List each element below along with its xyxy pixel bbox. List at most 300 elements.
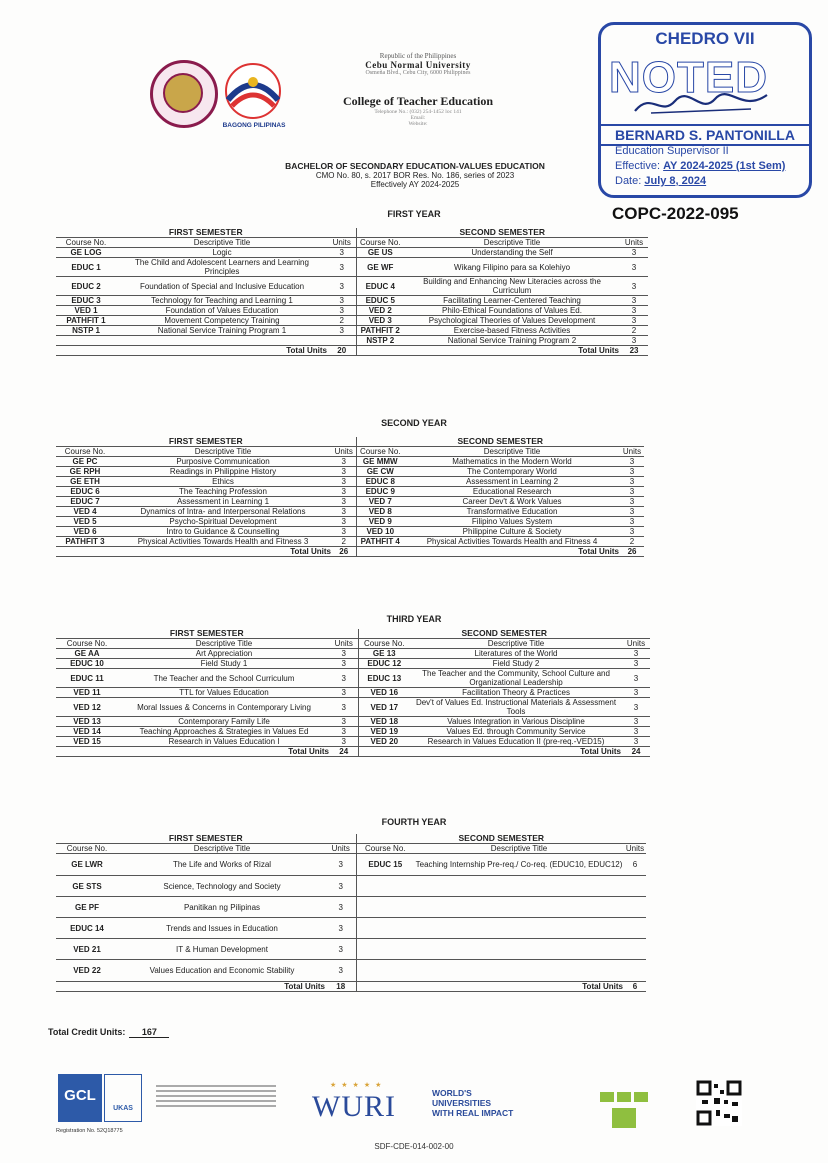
table-row bbox=[56, 918, 646, 939]
total-units-second: 23 bbox=[620, 346, 648, 356]
course-code: NSTP 2 bbox=[356, 336, 404, 346]
stamp-effective: Effective: AY 2024-2025 (1st Sem) bbox=[615, 160, 786, 172]
course-code: VED 7 bbox=[356, 497, 404, 507]
university-header bbox=[318, 52, 518, 127]
course-title: Art Appreciation bbox=[118, 649, 330, 659]
course-code: VED 9 bbox=[356, 517, 404, 527]
course-title: Literatures of the World bbox=[410, 649, 622, 659]
course-title: Teaching Internship Pre-req./ Co-req. (EDUC10, EDUC12) bbox=[414, 854, 624, 876]
table-row bbox=[56, 457, 644, 467]
course-units: 3 bbox=[620, 527, 644, 537]
course-units: 3 bbox=[330, 669, 358, 688]
course-title: Career Dev't & Work Values bbox=[404, 497, 620, 507]
table-row bbox=[56, 316, 648, 326]
total-units-first: 26 bbox=[332, 547, 356, 557]
column-header-course-no: Course No. bbox=[356, 447, 404, 457]
course-code: GE CW bbox=[356, 467, 404, 477]
course-code: EDUC 7 bbox=[56, 497, 114, 507]
course-code: GE STS bbox=[56, 876, 118, 897]
university-name: Cebu Normal University bbox=[365, 60, 471, 70]
course-code: GE US bbox=[356, 248, 404, 258]
course-title: The Life and Works of Rizal bbox=[118, 854, 326, 876]
course-units: 3 bbox=[620, 258, 648, 277]
course-title: National Service Training Program 2 bbox=[404, 336, 620, 346]
course-units: 6 bbox=[624, 854, 646, 876]
course-title: Ethics bbox=[114, 477, 332, 487]
table-row bbox=[56, 669, 650, 688]
total-units-first: 20 bbox=[328, 346, 356, 356]
course-units: 3 bbox=[332, 457, 356, 467]
course-code bbox=[356, 876, 414, 897]
course-title bbox=[116, 336, 328, 346]
address-line: Osmeña Blvd., Cebu City, 6000 Philippines bbox=[365, 70, 471, 76]
course-units: 3 bbox=[332, 517, 356, 527]
column-header-units: Units bbox=[326, 844, 356, 854]
wuri-logo: WURI bbox=[312, 1090, 396, 1123]
course-title: Transformative Education bbox=[404, 507, 620, 517]
table-row bbox=[56, 897, 646, 918]
year-title: THIRD YEAR bbox=[386, 614, 442, 624]
course-code: EDUC 8 bbox=[356, 477, 404, 487]
curriculum-table bbox=[56, 629, 650, 757]
column-header-course-no: Course No. bbox=[356, 238, 404, 248]
semester-header-row bbox=[56, 629, 650, 639]
total-units-second: 26 bbox=[620, 547, 644, 557]
total-units-label: Total Units bbox=[118, 747, 330, 757]
course-units: 3 bbox=[622, 659, 650, 669]
cnu-seal-logo bbox=[150, 60, 218, 128]
course-title: The Teaching Profession bbox=[114, 487, 332, 497]
course-title: Foundation of Values Education bbox=[116, 306, 328, 316]
column-header-units: Units bbox=[328, 238, 356, 248]
course-code: VED 21 bbox=[56, 939, 118, 960]
course-units: 3 bbox=[620, 497, 644, 507]
course-code: PATHFIT 3 bbox=[56, 537, 114, 547]
bagong-pilipinas-caption: BAGONG PILIPINAS bbox=[222, 122, 286, 129]
course-code: EDUC 1 bbox=[56, 258, 116, 277]
table-row bbox=[56, 487, 644, 497]
course-units: 3 bbox=[330, 659, 358, 669]
course-code: PATHFIT 1 bbox=[56, 316, 116, 326]
course-title bbox=[414, 939, 624, 960]
course-code: VED 17 bbox=[358, 698, 410, 717]
course-units: 3 bbox=[326, 939, 356, 960]
ched-noted-stamp bbox=[598, 22, 812, 198]
stamp-status: NOTED bbox=[609, 53, 768, 102]
stamp-name: BERNARD S. PANTONILLA bbox=[601, 124, 809, 146]
course-title: Dynamics of Intra- and Interpersonal Relations bbox=[114, 507, 332, 517]
course-code bbox=[356, 918, 414, 939]
table-cell bbox=[56, 547, 114, 557]
course-title: National Service Training Program 1 bbox=[116, 326, 328, 336]
course-title: Values Ed. through Community Service bbox=[410, 727, 622, 737]
course-title: Logic bbox=[116, 248, 328, 258]
course-code: GE ETH bbox=[56, 477, 114, 487]
column-header-desc-title: Descriptive Title bbox=[118, 639, 330, 649]
course-title: Values Education and Economic Stability bbox=[118, 960, 326, 982]
course-units: 3 bbox=[326, 960, 356, 982]
column-header-units: Units bbox=[625, 844, 645, 853]
signature-mark bbox=[631, 87, 771, 121]
course-code: EDUC 9 bbox=[356, 487, 404, 497]
course-code: GE RPH bbox=[56, 467, 114, 477]
qr-code-icon bbox=[696, 1080, 742, 1126]
column-header-desc-title: Descriptive Title bbox=[410, 639, 622, 649]
table-cell bbox=[358, 747, 410, 757]
course-units: 3 bbox=[622, 698, 650, 717]
course-code: EDUC 14 bbox=[56, 918, 118, 939]
course-title: Psychological Theories of Values Development bbox=[404, 316, 620, 326]
course-units: 3 bbox=[620, 507, 644, 517]
course-units: 3 bbox=[620, 487, 644, 497]
course-title: Philo-Ethical Foundations of Values Ed. bbox=[404, 306, 620, 316]
table-row bbox=[56, 688, 650, 698]
course-title: Facilitating Learner-Centered Teaching bbox=[404, 296, 620, 306]
course-units bbox=[624, 918, 646, 939]
column-header-desc-title: Descriptive Title bbox=[404, 447, 620, 457]
table-cell bbox=[56, 982, 118, 992]
curriculum-table bbox=[56, 228, 648, 356]
second-semester-label: SECOND SEMESTER bbox=[358, 629, 650, 639]
table-row bbox=[56, 326, 648, 336]
year-title: FOURTH YEAR bbox=[381, 817, 447, 827]
contact-website: Website: bbox=[408, 121, 428, 127]
total-units-second: 24 bbox=[622, 747, 650, 757]
course-units: 2 bbox=[332, 537, 356, 547]
table-row bbox=[56, 854, 646, 876]
column-header-units: Units bbox=[620, 238, 648, 248]
course-units: 3 bbox=[332, 497, 356, 507]
course-code: NSTP 1 bbox=[56, 326, 116, 336]
course-code: PATHFIT 4 bbox=[356, 537, 404, 547]
column-header-course-no: Course No. bbox=[56, 639, 118, 649]
course-units: 3 bbox=[328, 306, 356, 316]
semester-header-row bbox=[56, 437, 644, 447]
table-row bbox=[56, 497, 644, 507]
course-code: VED 5 bbox=[56, 517, 114, 527]
stamp-position: Education Supervisor II bbox=[615, 145, 729, 157]
course-units: 3 bbox=[620, 296, 648, 306]
course-title: Teaching Approaches & Strategies in Values Ed bbox=[118, 727, 330, 737]
course-title: Psycho-Spiritual Development bbox=[114, 517, 332, 527]
table-row bbox=[56, 477, 644, 487]
course-units: 2 bbox=[620, 326, 648, 336]
course-units: 3 bbox=[330, 737, 358, 747]
course-code: EDUC 3 bbox=[56, 296, 116, 306]
column-header-units: Units bbox=[620, 447, 644, 457]
course-code: VED 8 bbox=[356, 507, 404, 517]
course-units: 3 bbox=[328, 258, 356, 277]
course-code: PATHFIT 2 bbox=[356, 326, 404, 336]
curriculum-table bbox=[56, 834, 646, 992]
course-code bbox=[356, 960, 414, 982]
course-code: VED 22 bbox=[56, 960, 118, 982]
wuri-stars-icon: ★★★★★ bbox=[330, 1082, 387, 1089]
course-title: Technology for Teaching and Learning 1 bbox=[116, 296, 328, 306]
course-title: Trends and Issues in Education bbox=[118, 918, 326, 939]
table-cell bbox=[56, 346, 116, 356]
course-units bbox=[624, 960, 646, 982]
course-title: Building and Enhancing New Literacies across the Curriculum bbox=[404, 277, 620, 296]
table-row bbox=[56, 296, 648, 306]
table-row bbox=[56, 258, 648, 277]
course-title: Readings in Philippine History bbox=[114, 467, 332, 477]
total-units-second: 6 bbox=[624, 982, 646, 992]
total-row bbox=[56, 346, 648, 356]
table-row bbox=[56, 507, 644, 517]
table-row bbox=[56, 517, 644, 527]
contact-email: Email: bbox=[410, 115, 426, 121]
course-units: 3 bbox=[332, 467, 356, 477]
course-units: 3 bbox=[326, 897, 356, 918]
ukas-certification-logo: UKAS bbox=[104, 1074, 142, 1122]
course-units: 3 bbox=[328, 326, 356, 336]
course-code: GE 13 bbox=[358, 649, 410, 659]
column-header-row bbox=[56, 639, 650, 649]
table-row bbox=[56, 649, 650, 659]
table-row bbox=[56, 277, 648, 296]
column-header-desc-title: Descriptive Title bbox=[114, 447, 332, 457]
second-semester-label: SECOND SEMESTER bbox=[356, 834, 646, 844]
course-title: Science, Technology and Society bbox=[118, 876, 326, 897]
course-units: 3 bbox=[620, 248, 648, 258]
column-header-desc-title: Descriptive Title bbox=[404, 238, 620, 248]
course-title: Moral Issues & Concerns in Contemporary Living bbox=[118, 698, 330, 717]
semester-header-row bbox=[56, 228, 648, 238]
table-row bbox=[56, 527, 644, 537]
total-units-label: Total Units bbox=[404, 547, 620, 557]
total-units-label: Total Units bbox=[118, 982, 326, 992]
course-units: 3 bbox=[620, 306, 648, 316]
course-code: EDUC 13 bbox=[358, 669, 410, 688]
stamp-office: CHEDRO VII bbox=[655, 29, 755, 48]
course-title: Contemporary Family Life bbox=[118, 717, 330, 727]
year-title: SECOND YEAR bbox=[381, 418, 447, 428]
course-units: 3 bbox=[620, 336, 648, 346]
second-semester-label: SECOND SEMESTER bbox=[356, 437, 644, 447]
table-row bbox=[56, 659, 650, 669]
course-title: Field Study 2 bbox=[410, 659, 622, 669]
course-title: Assessment in Learning 1 bbox=[114, 497, 332, 507]
table-row bbox=[56, 248, 648, 258]
course-units: 3 bbox=[622, 649, 650, 659]
course-code: EDUC 12 bbox=[358, 659, 410, 669]
total-units-first: 24 bbox=[330, 747, 358, 757]
course-code: GE PF bbox=[56, 897, 118, 918]
second-semester-label: SECOND SEMESTER bbox=[356, 228, 648, 238]
year-title: FIRST YEAR bbox=[387, 209, 441, 219]
course-units bbox=[328, 336, 356, 346]
course-units: 3 bbox=[332, 527, 356, 537]
course-code: VED 12 bbox=[56, 698, 118, 717]
column-header-units: Units bbox=[622, 639, 650, 649]
column-header-desc-title: Descriptive Title bbox=[414, 844, 624, 854]
course-units: 3 bbox=[328, 296, 356, 306]
course-units: 3 bbox=[332, 487, 356, 497]
column-header-course-no: Course No. bbox=[356, 844, 414, 854]
course-units bbox=[624, 876, 646, 897]
course-units: 3 bbox=[622, 737, 650, 747]
course-units: 3 bbox=[620, 477, 644, 487]
course-code: VED 10 bbox=[356, 527, 404, 537]
course-title: Research in Values Education I bbox=[118, 737, 330, 747]
course-title bbox=[414, 876, 624, 897]
course-title: Values Integration in Various Discipline bbox=[410, 717, 622, 727]
course-title: Purposive Communication bbox=[114, 457, 332, 467]
course-code: EDUC 4 bbox=[356, 277, 404, 296]
course-title: TTL for Values Education bbox=[118, 688, 330, 698]
course-title: The Teacher and the Community, School Culture and Organizational Leadership bbox=[410, 669, 622, 688]
course-title: The Child and Adolescent Learners and Learning Principles bbox=[116, 258, 328, 277]
table-row bbox=[56, 727, 650, 737]
course-units: 2 bbox=[328, 316, 356, 326]
course-code: GE MMW bbox=[356, 457, 404, 467]
course-title: Panitikan ng Pilipinas bbox=[118, 897, 326, 918]
course-code: EDUC 2 bbox=[56, 277, 116, 296]
course-title: Intro to Guidance & Counselling bbox=[114, 527, 332, 537]
course-title: Movement Competency Training bbox=[116, 316, 328, 326]
course-title: Assessment in Learning 2 bbox=[404, 477, 620, 487]
course-units: 3 bbox=[326, 876, 356, 897]
course-code: GE AA bbox=[56, 649, 118, 659]
course-code: VED 2 bbox=[356, 306, 404, 316]
course-code: EDUC 11 bbox=[56, 669, 118, 688]
course-title: Dev't of Values Ed. Instructional Materials & Assessment Tools bbox=[410, 698, 622, 717]
course-title bbox=[414, 897, 624, 918]
course-title: Facilitation Theory & Practices bbox=[410, 688, 622, 698]
stamp-date: Date: July 8, 2024 bbox=[615, 175, 707, 187]
course-title bbox=[414, 960, 624, 982]
column-header-units: Units bbox=[332, 447, 356, 457]
course-code: VED 15 bbox=[56, 737, 118, 747]
total-units-label: Total Units bbox=[116, 346, 328, 356]
course-title: Exercise-based Fitness Activities bbox=[404, 326, 620, 336]
total-units-label: Total Units bbox=[410, 747, 622, 757]
course-title: Foundation of Special and Inclusive Education bbox=[116, 277, 328, 296]
table-row bbox=[56, 306, 648, 316]
first-semester-label: FIRST SEMESTER bbox=[56, 834, 356, 844]
table-row bbox=[56, 960, 646, 982]
course-units: 3 bbox=[620, 517, 644, 527]
course-units: 3 bbox=[330, 649, 358, 659]
course-code bbox=[56, 336, 116, 346]
course-title: Understanding the Self bbox=[404, 248, 620, 258]
table-cell bbox=[56, 747, 118, 757]
curriculum-table bbox=[56, 437, 644, 557]
course-code: VED 16 bbox=[358, 688, 410, 698]
column-header-row bbox=[56, 238, 648, 248]
course-code bbox=[356, 939, 414, 960]
certification-fine-print bbox=[156, 1082, 276, 1112]
course-units: 3 bbox=[328, 248, 356, 258]
course-code: EDUC 5 bbox=[356, 296, 404, 306]
total-row bbox=[56, 547, 644, 557]
copc-number: COPC-2022-095 bbox=[612, 204, 739, 223]
course-units bbox=[624, 939, 646, 960]
course-code: VED 18 bbox=[358, 717, 410, 727]
course-units: 3 bbox=[622, 688, 650, 698]
course-title: Physical Activities Towards Health and Fitness 4 bbox=[404, 537, 620, 547]
total-units-label: Total Units bbox=[414, 982, 624, 992]
table-row bbox=[56, 717, 650, 727]
column-header-units: Units bbox=[330, 639, 358, 649]
course-code: EDUC 6 bbox=[56, 487, 114, 497]
course-title: Physical Activities Towards Health and Fitness 3 bbox=[114, 537, 332, 547]
total-units-label: Total Units bbox=[114, 547, 332, 557]
bagong-pilipinas-logo bbox=[218, 62, 288, 120]
column-header-desc-title: Descriptive Title bbox=[116, 238, 328, 248]
course-code: VED 19 bbox=[358, 727, 410, 737]
total-units-first: 18 bbox=[326, 982, 356, 992]
table-row bbox=[56, 939, 646, 960]
table-row bbox=[56, 698, 650, 717]
course-units: 3 bbox=[620, 467, 644, 477]
course-code: VED 13 bbox=[56, 717, 118, 727]
course-units: 3 bbox=[332, 507, 356, 517]
course-title bbox=[414, 918, 624, 939]
course-units: 3 bbox=[620, 316, 648, 326]
course-code: GE LOG bbox=[56, 248, 116, 258]
republic-line: Republic of the Philippines bbox=[379, 52, 457, 60]
course-units bbox=[624, 897, 646, 918]
wuri-tagline: WORLD'S UNIVERSITIES WITH REAL IMPACT bbox=[432, 1088, 514, 1118]
course-title: Wikang Filipino para sa Kolehiyo bbox=[404, 258, 620, 277]
course-title: Research in Values Education II (pre-req.-VED15) bbox=[410, 737, 622, 747]
total-credit-units: Total Credit Units: 167 bbox=[48, 1027, 169, 1038]
course-units: 3 bbox=[622, 717, 650, 727]
course-code: VED 1 bbox=[56, 306, 116, 316]
column-header-row bbox=[56, 844, 646, 854]
column-header-course-no: Course No. bbox=[358, 639, 410, 649]
column-header-desc-title: Descriptive Title bbox=[118, 844, 326, 854]
course-units: 3 bbox=[622, 669, 650, 688]
column-header-course-no: Course No. bbox=[56, 844, 118, 854]
college-name: College of Teacher Education bbox=[342, 94, 494, 108]
cmo-reference: CMO No. 80, s. 2017 BOR Res. No. 186, series of 2023 bbox=[315, 171, 515, 180]
course-code: GE LWR bbox=[56, 854, 118, 876]
course-title: Field Study 1 bbox=[118, 659, 330, 669]
course-units: 3 bbox=[328, 277, 356, 296]
course-title: The Teacher and the School Curriculum bbox=[118, 669, 330, 688]
column-header-course-no: Course No. bbox=[56, 238, 116, 248]
total-row bbox=[56, 747, 650, 757]
column-header-course-no: Course No. bbox=[56, 447, 114, 457]
course-units: 2 bbox=[620, 537, 644, 547]
gcl-certification-logo: GCL bbox=[58, 1074, 102, 1122]
course-code: VED 3 bbox=[356, 316, 404, 326]
registration-number: Registration No. 52Q18775 bbox=[56, 1128, 123, 1134]
document-code: SDF-CDE-014-002-00 bbox=[374, 1142, 454, 1151]
course-code: VED 4 bbox=[56, 507, 114, 517]
table-row bbox=[56, 467, 644, 477]
course-code: VED 6 bbox=[56, 527, 114, 537]
table-cell bbox=[356, 547, 404, 557]
table-cell bbox=[356, 982, 414, 992]
course-code: VED 20 bbox=[358, 737, 410, 747]
course-title: Philippine Culture & Society bbox=[404, 527, 620, 537]
total-units-label: Total Units bbox=[404, 346, 620, 356]
total-row bbox=[56, 982, 646, 992]
course-units: 3 bbox=[326, 854, 356, 876]
program-heading bbox=[250, 161, 580, 189]
table-row bbox=[56, 336, 648, 346]
course-units: 3 bbox=[620, 277, 648, 296]
course-code: GE WF bbox=[356, 258, 404, 277]
course-title: IT & Human Development bbox=[118, 939, 326, 960]
contact-telephone: Telephone No.: (032) 254-1452 loc 141 bbox=[374, 109, 462, 115]
first-semester-label: FIRST SEMESTER bbox=[56, 437, 356, 447]
course-title: Mathematics in the Modern World bbox=[404, 457, 620, 467]
